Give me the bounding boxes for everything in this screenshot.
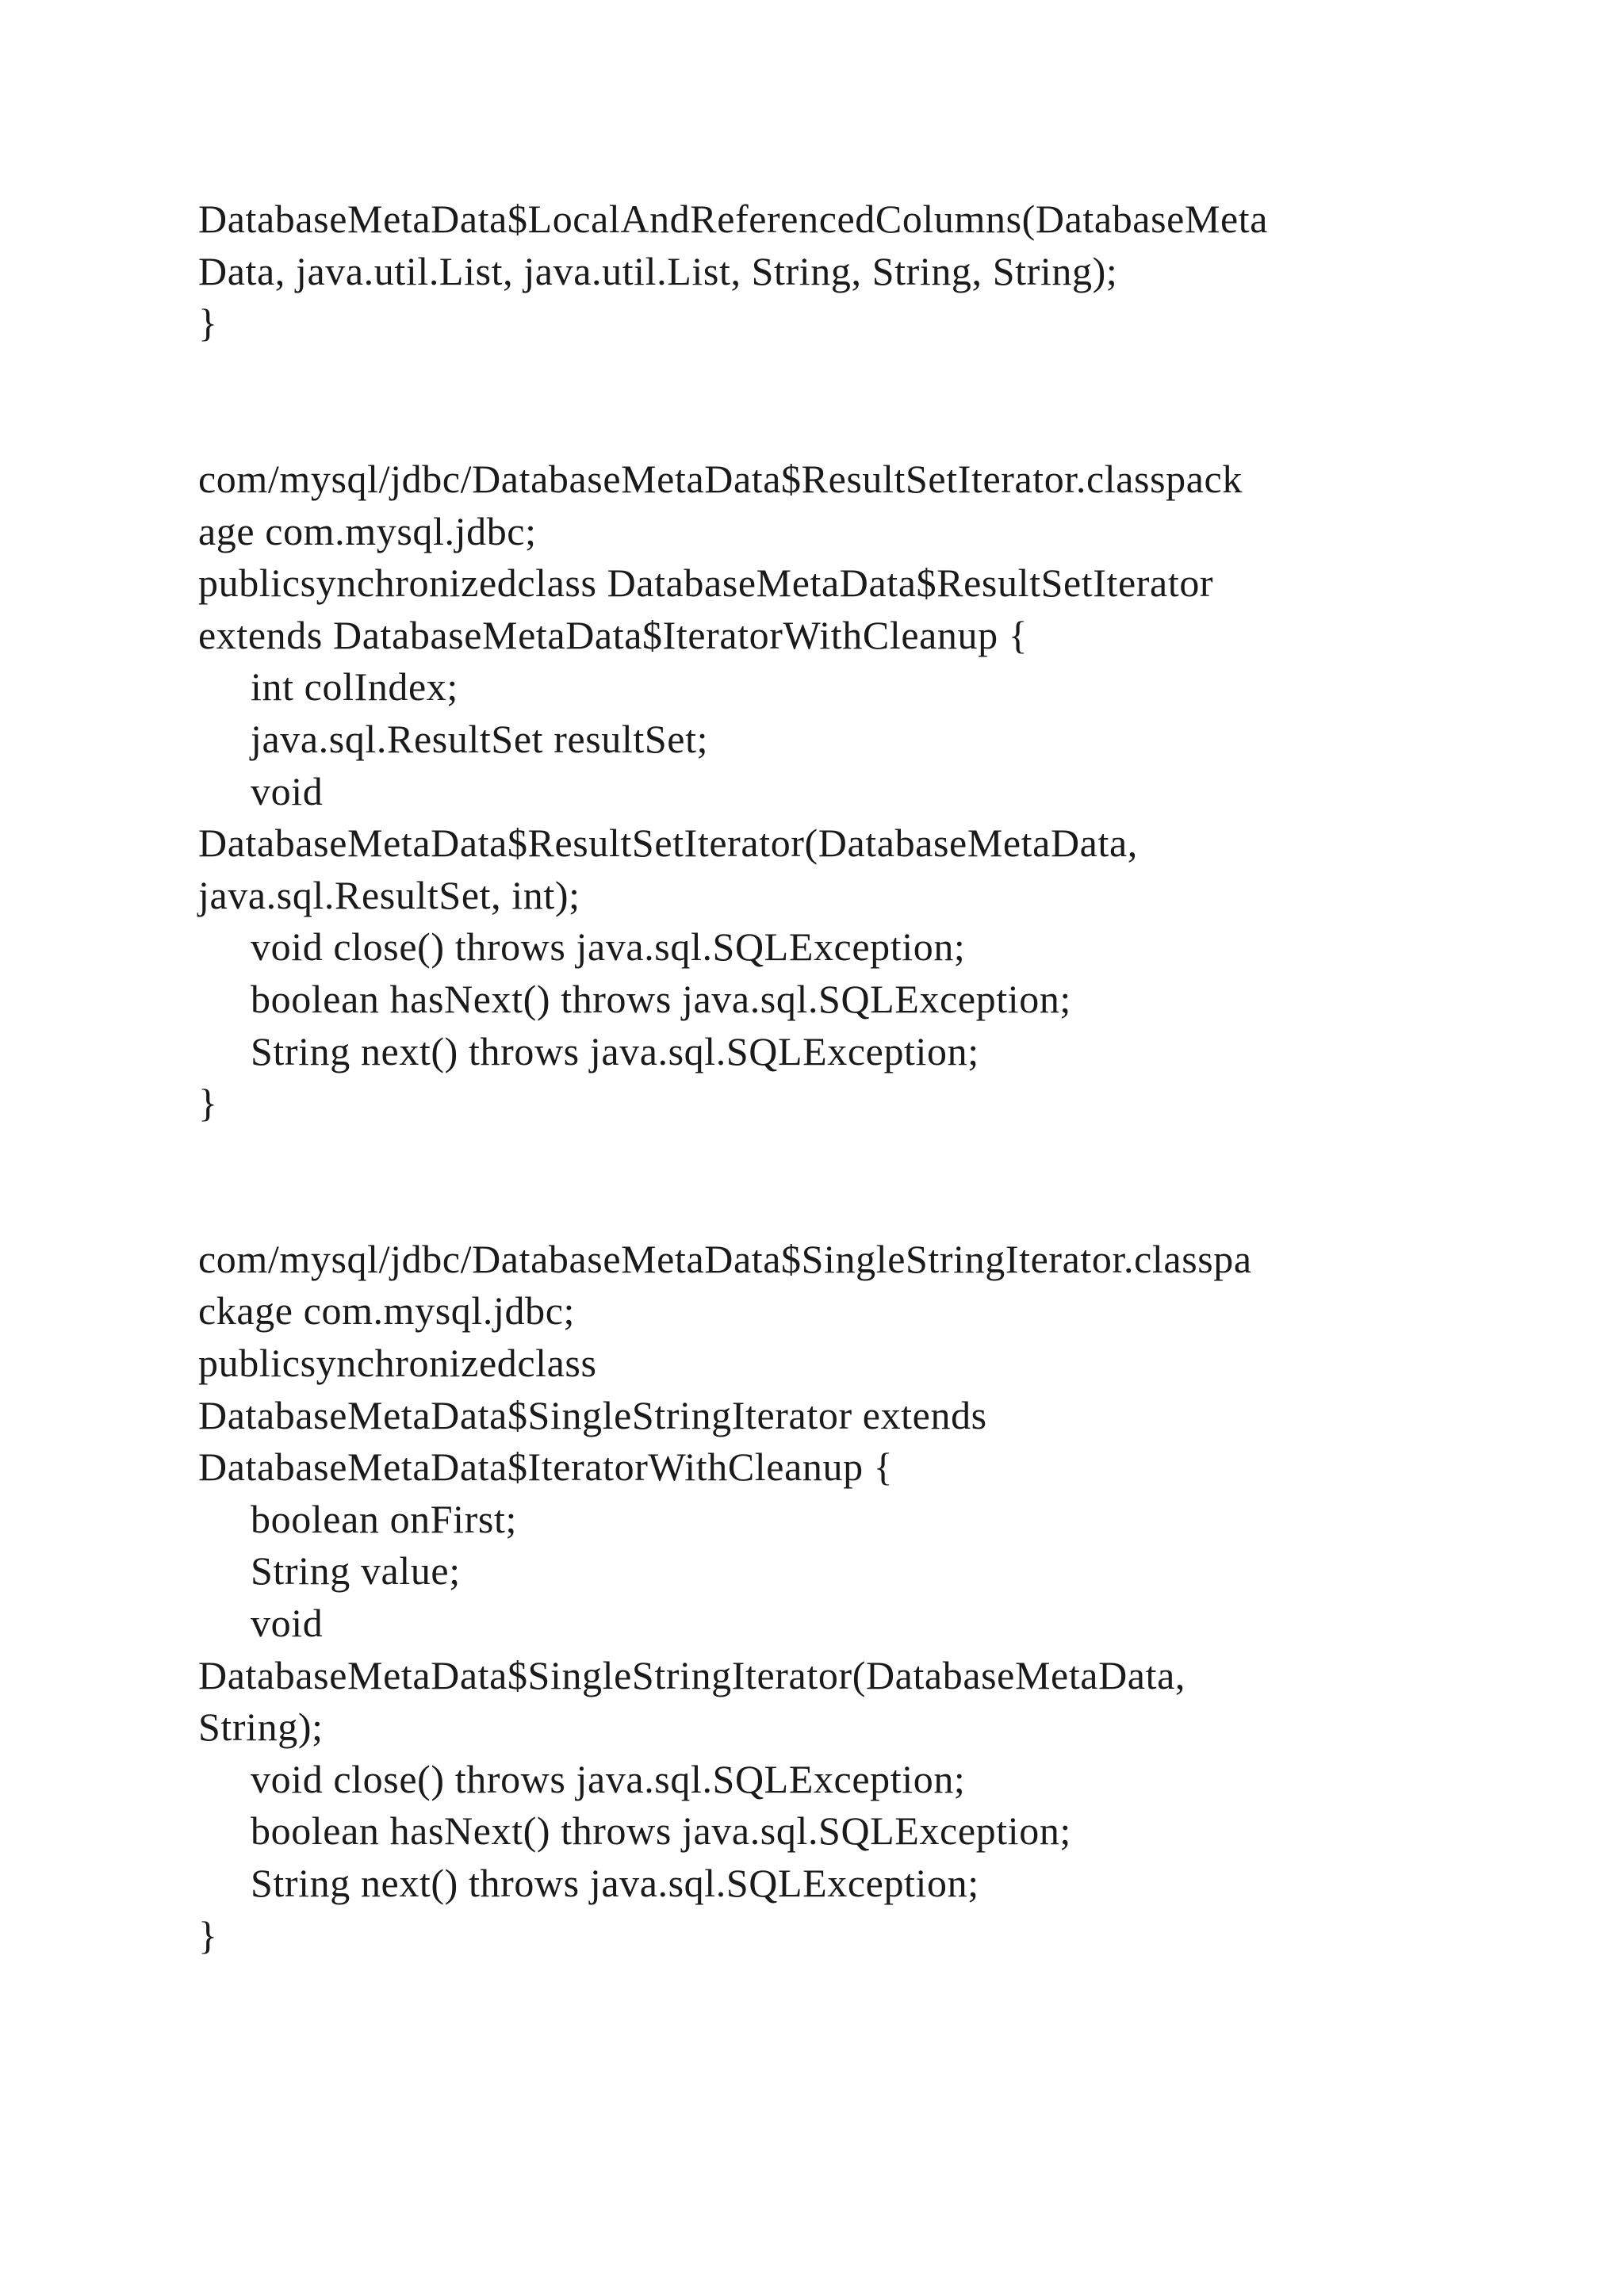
- method-declaration: void close() throws java.sql.SQLException;: [251, 1756, 966, 1801]
- blank-line: [198, 401, 1467, 453]
- class-declaration: publicsynchronizedclass: [198, 1341, 597, 1386]
- method-declaration: boolean hasNext() throws java.sql.SQLException;: [251, 976, 1071, 1021]
- closing-brace: }: [198, 300, 218, 346]
- text-line: java.sql.ResultSet, int);: [198, 872, 580, 917]
- class-file-path: com/mysql/jdbc/DatabaseMetaData$SingleStringIterator.classpa: [198, 1236, 1252, 1281]
- text-line: extends DatabaseMetaData$IteratorWithCleanup {: [198, 612, 1028, 657]
- method-declaration: void close() throws java.sql.SQLException;: [251, 924, 966, 970]
- blank-line: [198, 1130, 1467, 1182]
- blank-line: [198, 350, 1467, 402]
- text-line: age com.mysql.jdbc;: [198, 508, 537, 553]
- method-declaration: void: [251, 768, 324, 813]
- text-line: DatabaseMetaData$SingleStringIterator extends: [198, 1392, 987, 1437]
- closing-brace: }: [198, 1912, 218, 1957]
- field-declaration: String value;: [251, 1548, 461, 1594]
- code-text-block: [198, 193, 1467, 1961]
- field-declaration: int colIndex;: [251, 664, 458, 710]
- text-line: DatabaseMetaData$ResultSetIterator(DatabaseMetaData,: [198, 821, 1138, 866]
- method-declaration: void: [251, 1601, 324, 1646]
- text-line: DatabaseMetaData$SingleStringIterator(DatabaseMetaData,: [198, 1652, 1185, 1697]
- method-declaration: String next() throws java.sql.SQLException;: [251, 1028, 979, 1073]
- text-line: Data, java.util.List, java.util.List, String, String, String);: [198, 248, 1118, 293]
- field-declaration: java.sql.ResultSet resultSet;: [251, 716, 709, 761]
- text-line: DatabaseMetaData$LocalAndReferencedColumns(DatabaseMeta: [198, 197, 1269, 241]
- text-line: DatabaseMetaData$IteratorWithCleanup {: [198, 1445, 894, 1490]
- method-declaration: boolean hasNext() throws java.sql.SQLException;: [251, 1808, 1071, 1854]
- field-declaration: boolean onFirst;: [251, 1496, 517, 1541]
- class-declaration: publicsynchronizedclass DatabaseMetaData$ResultSetIterator: [198, 561, 1214, 606]
- text-line: String);: [198, 1705, 324, 1750]
- blank-line: [198, 1181, 1467, 1234]
- text-line: ckage com.mysql.jdbc;: [198, 1288, 575, 1334]
- class-file-path: com/mysql/jdbc/DatabaseMetaData$ResultSetIterator.classpack: [198, 456, 1243, 501]
- closing-brace: }: [198, 1081, 218, 1126]
- method-declaration: String next() throws java.sql.SQLException;: [251, 1861, 979, 1905]
